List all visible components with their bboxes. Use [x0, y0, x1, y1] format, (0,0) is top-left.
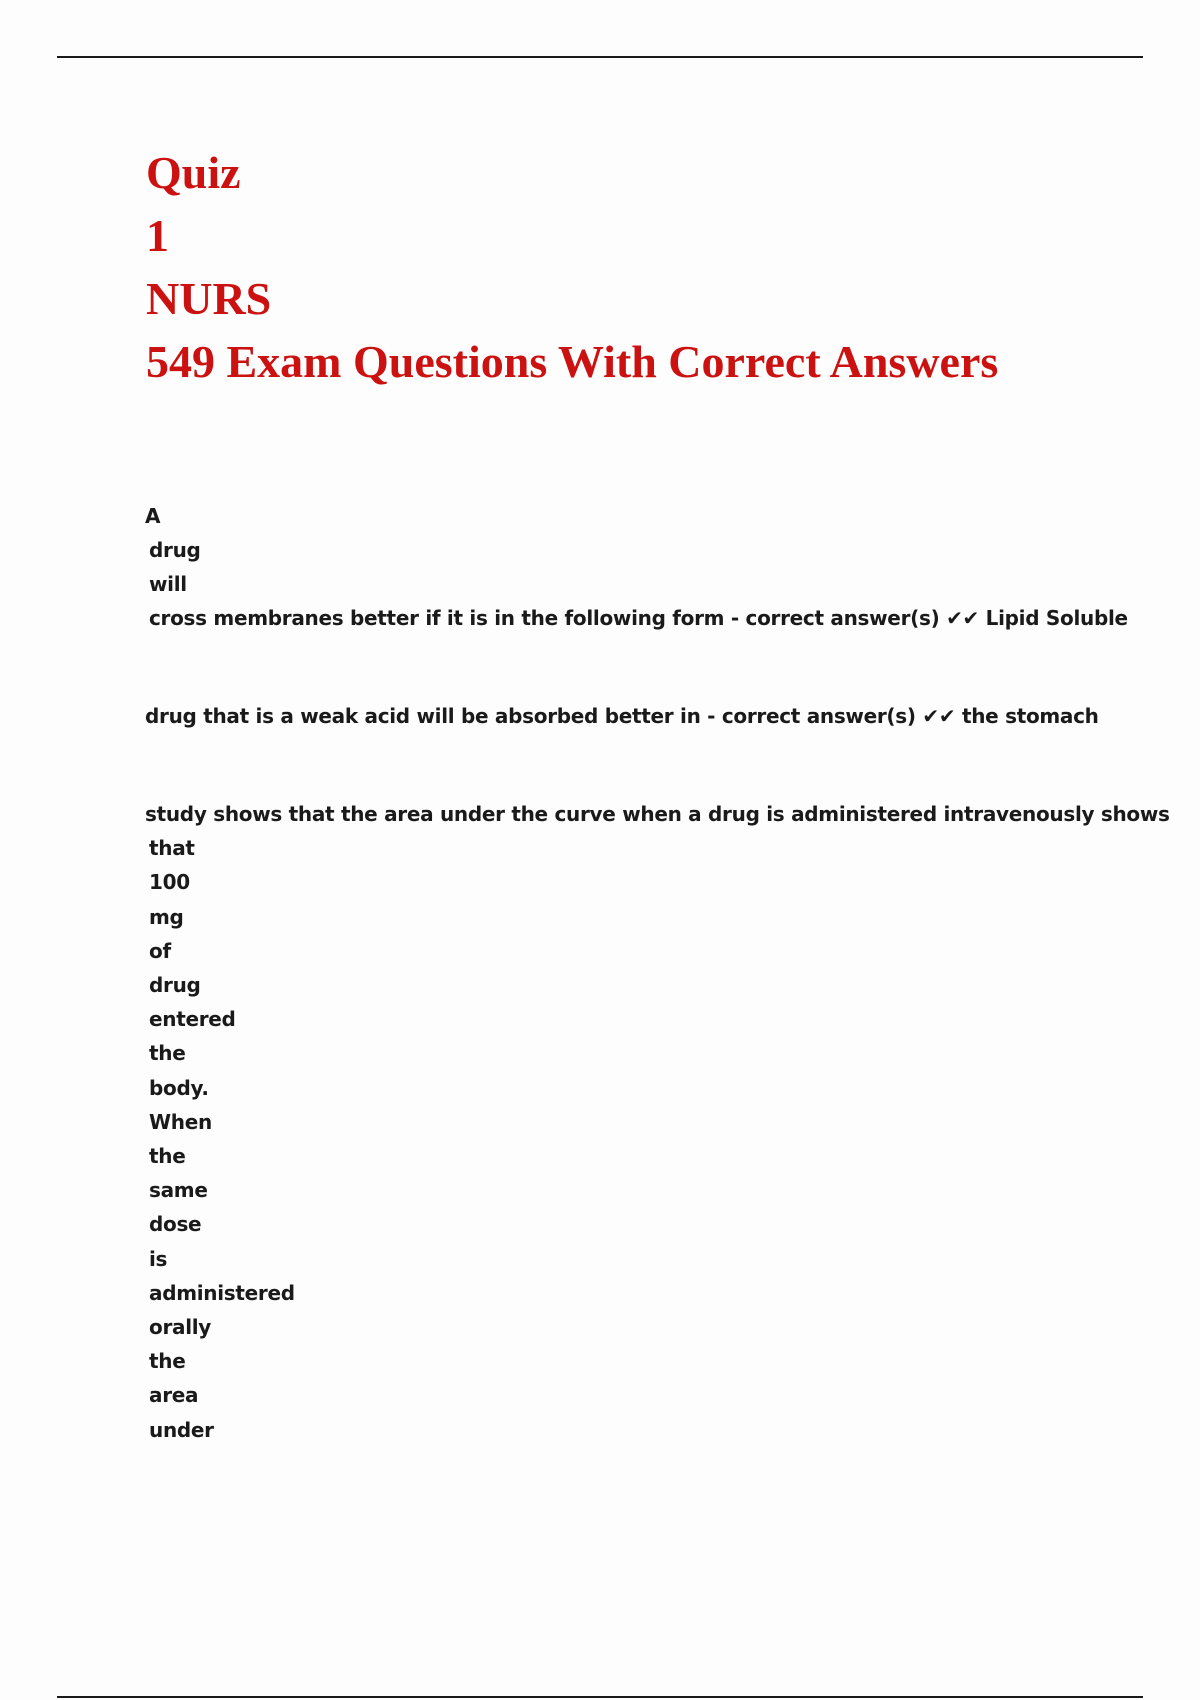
question-line: area: [149, 1383, 199, 1408]
question-line: that: [149, 836, 195, 861]
top-rule: [57, 56, 1143, 58]
question-2: [145, 699, 1099, 733]
title-line: Quiz: [146, 147, 241, 198]
question-line: entered: [149, 1007, 236, 1032]
title-line: 549 Exam Questions With Correct Answers: [146, 336, 999, 387]
question-line: 100: [149, 870, 190, 895]
question-line: cross membranes better if it is in the following form - correct answer(s) ✔✔ Lipid Soluble: [149, 606, 1128, 630]
question-line: administered: [149, 1280, 295, 1305]
question-line: drug: [149, 973, 201, 998]
question-line: of: [149, 938, 171, 963]
question-line: will: [149, 572, 187, 596]
question-line: under: [149, 1417, 214, 1442]
title-line: NURS: [146, 273, 272, 324]
document-title: [146, 141, 998, 393]
question-line: When: [149, 1109, 212, 1134]
question-line: the: [149, 1041, 186, 1066]
title-line: 1: [146, 210, 169, 261]
question-line: dose: [149, 1212, 202, 1237]
bottom-rule: [57, 1696, 1143, 1698]
question-line: is: [149, 1246, 168, 1271]
question-1: [145, 499, 1128, 635]
question-3: [145, 797, 1170, 1447]
question-line: body.: [149, 1075, 209, 1100]
question-line: the: [149, 1349, 186, 1374]
question-line: same: [149, 1178, 208, 1203]
question-line: A: [145, 504, 161, 528]
question-line: study shows that the area under the curve when a drug is administered intravenously shows: [145, 802, 1170, 826]
question-line: drug: [149, 538, 201, 562]
question-line: orally: [149, 1315, 212, 1340]
question-line: drug that is a weak acid will be absorbed better in - correct answer(s) ✔✔ the stomach: [145, 704, 1099, 728]
question-line: the: [149, 1144, 186, 1169]
question-line: mg: [149, 904, 184, 929]
